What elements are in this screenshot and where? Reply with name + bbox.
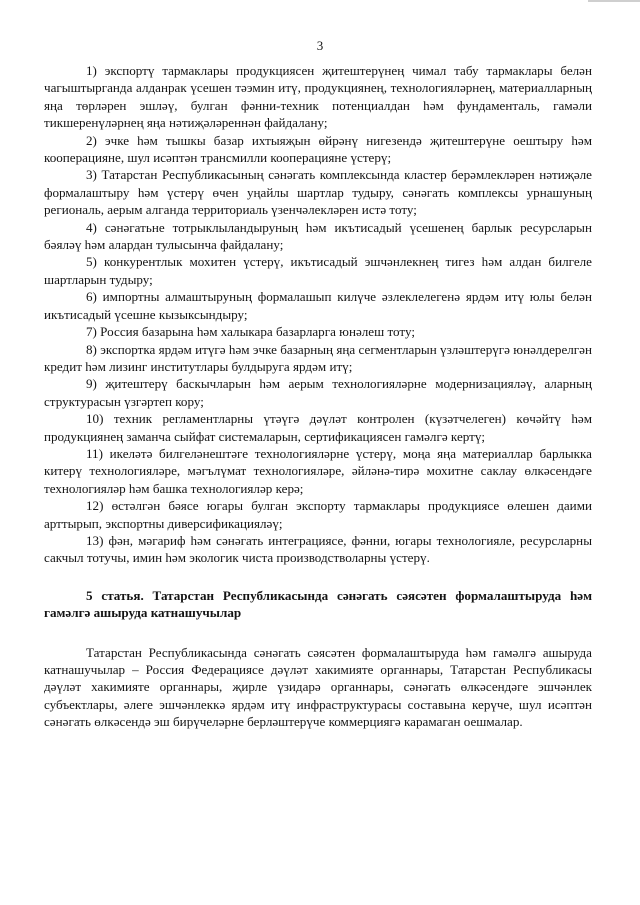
list-item-12: 12) өстәлгән бәясе югары булган экспорту тармаклары продукциясе өлешен даими арттырып, экспортны диверсификацияләү; (44, 498, 592, 531)
scan-corner-mark (588, 0, 640, 6)
list-item-13: 13) фән, мәгариф һәм сәнәгать интеграциясе, фәнни, югары технологияле, ресурсларны сакчыл тотучы, имин һәм экологик чиста производстволарны үстерү. (44, 532, 592, 566)
list-item-3: 3) Татарстан Республикасының сәнәгать комплексында кластер берәмлекләрен нәтиҗәле формалаштыру һәм үстерү өчен уңайлы шартлар тудыру, сәнәгать комплексы урнашуның региональ, аерым алганда территориаль үзенчәлекләрен истә тоту; (44, 167, 592, 218)
list-item-1: 1) экспортү тармаклары продукциясен җитештерүнең чимал табу тармаклары белән чагыштырганда алданрак үсешен тәэмин итү, продукциянең, технологияләрнең, материалларның яңа төрләрен эшләү, булган фәнни-техник потенциалдан һәм фундаменталь, гамәли тикшеренүләрнең яңа нәтиҗәләреннән файдалану; (44, 63, 592, 131)
list-item-2: 2) эчке һәм тышкы базар ихтыяҗын өйрәнү нигезендә җитештерүне оештыру һәм кооперацияне, шул исәптән трансмилли кооперацияне үстерү; (44, 132, 592, 166)
page-number: 3 (316, 38, 324, 53)
list-item-9: 9) җитештерү баскычларын һәм аерым технологияләрне модернизацияләү, аларның структурасын үзгәртеп кору; (44, 376, 592, 409)
list-item-8: 8) экспортка ярдәм итүгә һәм эчке базарның яңа сегментларын үзләштерүгә юнәлдерелгән кредит һәм лизинг институтлары булдыруга ярдәм итү; (44, 341, 592, 374)
list-item-6: 6) импортны алмаштыруның формалашып килүче әзлеклелегенә ярдәм итү юлы белән икътисадый үсешне кызыксындыру; (44, 289, 592, 322)
list-item-11: 11) икеләтә билгеләнештәге технологияләрне үстерү, моңа яңа материаллар барлыкка китерү технологияләре, мәгълүмат технологияләре, әйләнә-тирә мохитне саклау өлкәсендәге технологияләр һәм башка технологияләр керә; (44, 445, 592, 496)
list-item-10: 10) техник регламентларны үтәүгә дәүләт контролен (күзәтчелеген) көчәйтү һәм продукциянең заманча сыйфат системаларын, сертификациясен гамәлгә кертү; (44, 411, 592, 444)
document-body (44, 62, 592, 731)
list-item-5: 5) конкурентлык мохитен үстерү, икътисадый эшчәнлекнең тигез һәм алдан билгеле шартларын тудыру; (44, 254, 592, 287)
list-item-7: 7) Россия базарына һәм халыкара базарларга юнәлеш тоту; (86, 324, 415, 340)
list-item-4: 4) сәнәгатьне тотрыклыландыруның һәм икътисадый үсешенең барлык ресурсларын бәяләү һәм алардан тулысынча файдалану; (44, 219, 592, 253)
article-title: 5 статья. Татарстан Республикасында сәнәгать сәясәтен формалаштыруда һәм гамәлгә ашыруда катнашучылар (44, 587, 592, 621)
article-body: Татарстан Республикасында сәнәгать сәясәтен формалаштыруда һәм гамәлгә ашыруда катнашучылар – Россия Федерациясе дәүләт хакимияте органнары, Татарстан Республикасы дәүләт хакимияте органнары, җирле үзидарә органнары, сәнәгать өлкәсендәге эшчәнлек субъектлары, әлеге эшчәнлеккә ярдәм итү инфраструктурасы составына керүче, шул исәптән сәнәгать өлкәсендә эш бирүчеләрне берләштерүче коммерциягә карамаган оешмалар. (44, 644, 592, 730)
